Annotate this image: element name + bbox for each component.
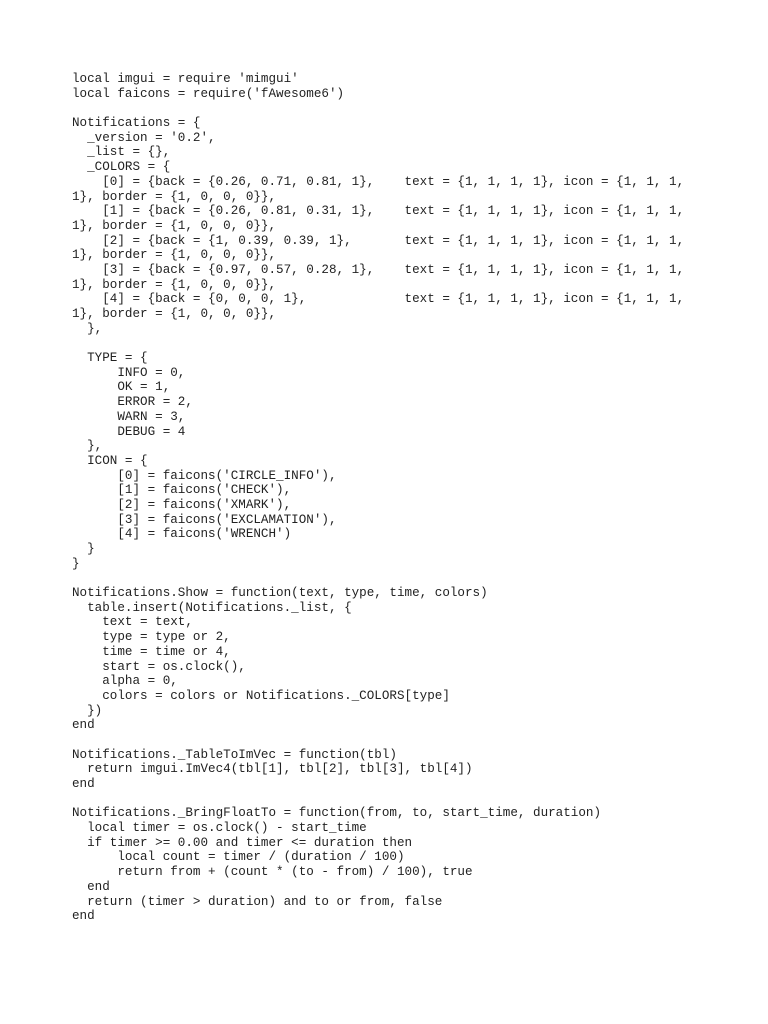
code-line: ICON = { (72, 453, 148, 468)
code-line (72, 101, 684, 116)
code-line: time = time or 4, (72, 644, 231, 659)
code-line: return from + (count * (to - from) / 100), true (72, 865, 473, 880)
code-line: [0] = {back = {0.26, 0.71, 0.81, 1}, text = {1, 1, 1, 1}, icon = {1, 1, 1, (72, 174, 685, 189)
code-line (72, 733, 684, 748)
code-line: end (72, 718, 95, 733)
code-line: [3] = faicons('EXCLAMATION'), (72, 512, 337, 527)
code-line: [0] = faicons('CIRCLE_INFO'), (72, 468, 337, 483)
code-line: type = type or 2, (72, 630, 231, 645)
code-line: [4] = {back = {0, 0, 0, 1}, text = {1, 1, 1, 1}, icon = {1, 1, 1, (72, 292, 685, 307)
code-line: DEBUG = 4 (72, 424, 186, 439)
code-line: [2] = faicons('XMARK'), (72, 497, 292, 512)
code-line: OK = 1, (72, 380, 171, 395)
code-line: TYPE = { (72, 351, 148, 366)
code-line: 1}, border = {1, 0, 0, 0}}, (72, 277, 277, 292)
code-line: end (72, 909, 95, 924)
code-line: INFO = 0, (72, 365, 186, 380)
code-line: text = text, (72, 615, 193, 630)
code-line: return (timer > duration) and to or from, false (72, 894, 443, 909)
code-line (72, 792, 684, 807)
code-line: 1}, border = {1, 0, 0, 0}}, (72, 189, 277, 204)
code-line: local imgui = require 'mimgui' (72, 72, 299, 86)
code-line: Notifications._TableToImVec = function(tbl) (72, 747, 397, 762)
code-line: Notifications.Show = function(text, type, time, colors) (72, 586, 488, 601)
code-line: [1] = faicons('CHECK'), (72, 483, 292, 498)
code-line: 1}, border = {1, 0, 0, 0}}, (72, 218, 277, 233)
code-line: _list = {}, (72, 145, 171, 160)
code-line: }, (72, 439, 103, 454)
code-line: }, (72, 321, 103, 336)
code-line: 1}, border = {1, 0, 0, 0}}, (72, 307, 277, 321)
code-line (72, 336, 684, 351)
code-line: end (72, 879, 110, 894)
code-line: local faicons = require('fAwesome6') (72, 86, 345, 101)
code-line: Notifications = { (72, 116, 201, 131)
code-line: Notifications._BringFloatTo = function(from, to, start_time, duration) (72, 806, 602, 821)
code-block (72, 72, 684, 924)
code-line (72, 571, 684, 586)
code-line: _version = '0.2', (72, 130, 216, 145)
code-line: [1] = {back = {0.26, 0.81, 0.31, 1}, text = {1, 1, 1, 1}, icon = {1, 1, 1, (72, 204, 685, 219)
code-line: colors = colors or Notifications._COLORS[type] (72, 688, 450, 703)
code-line: } (72, 556, 80, 571)
code-line: alpha = 0, (72, 674, 178, 689)
code-line: }) (72, 703, 103, 718)
code-line: start = os.clock(), (72, 659, 246, 674)
code-line: } (72, 542, 95, 556)
code-line: ERROR = 2, (72, 395, 193, 410)
code-line: table.insert(Notifications._list, { (72, 600, 352, 615)
code-line: if timer >= 0.00 and timer <= duration then (72, 835, 413, 850)
code-line: local timer = os.clock() - start_time (72, 821, 367, 836)
code-line: local count = timer / (duration / 100) (72, 850, 405, 865)
code-line: WARN = 3, (72, 409, 186, 424)
code-line: 1}, border = {1, 0, 0, 0}}, (72, 248, 277, 263)
code-line: return imgui.ImVec4(tbl[1], tbl[2], tbl[3], tbl[4]) (72, 762, 473, 777)
code-line: [2] = {back = {1, 0.39, 0.39, 1}, text = {1, 1, 1, 1}, icon = {1, 1, 1, (72, 233, 685, 248)
code-line: [3] = {back = {0.97, 0.57, 0.28, 1}, text = {1, 1, 1, 1}, icon = {1, 1, 1, (72, 262, 685, 277)
code-line: end (72, 777, 95, 791)
code-line: _COLORS = { (72, 160, 171, 175)
code-line: [4] = faicons('WRENCH') (72, 527, 292, 542)
